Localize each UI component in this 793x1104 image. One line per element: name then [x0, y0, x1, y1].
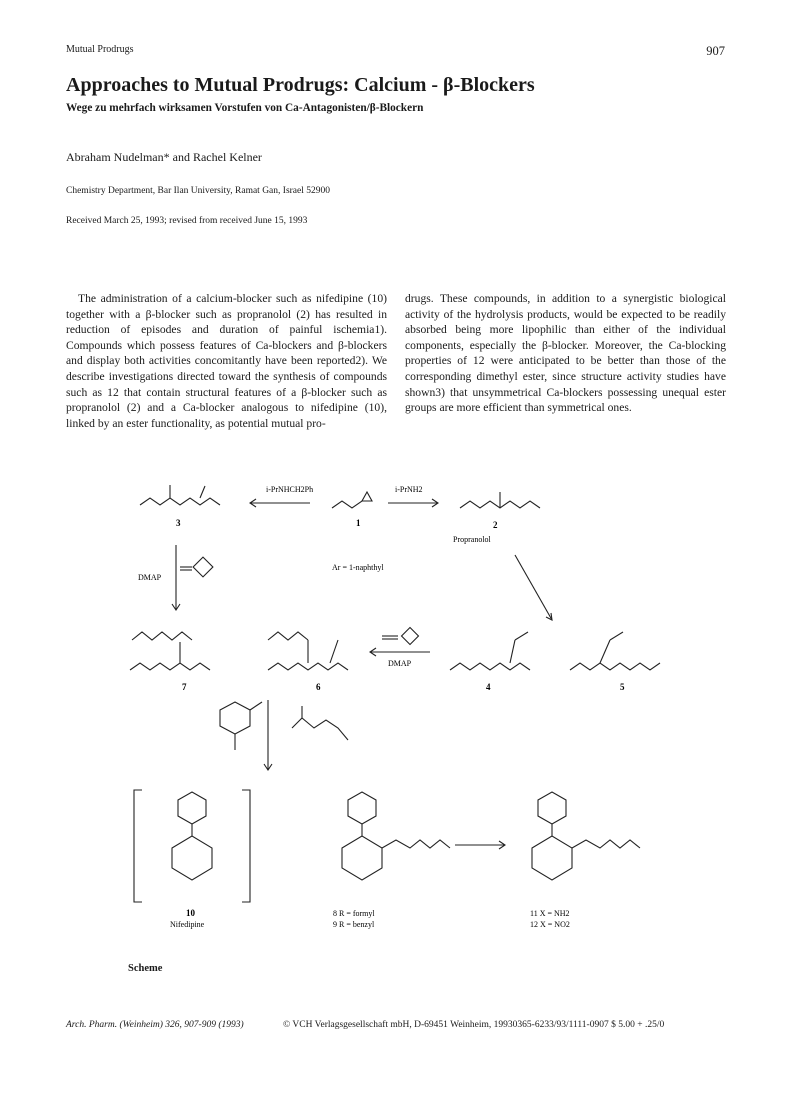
reaction-scheme	[120, 470, 720, 940]
nifedipine-name: Nifedipine	[170, 920, 205, 929]
article-title: Approaches to Mutual Prodrugs: Calcium - β-Blockers	[66, 74, 535, 96]
structure-nitrobenzaldehyde	[220, 702, 250, 734]
propranolol-name: Propranolol	[453, 535, 491, 544]
structure-6	[268, 632, 308, 640]
compound-11-label: 11 X = NH2	[530, 909, 570, 918]
compound-6-label: 6	[316, 682, 321, 692]
structure-aminocrotonate	[292, 718, 348, 740]
structure-11-12	[538, 792, 566, 824]
reagent-benzyl-amine: i-PrNHCH2Ph	[266, 485, 314, 494]
structure-5	[570, 663, 660, 670]
structure-10	[178, 792, 206, 824]
paragraph: drugs. These compounds, in addition to a synergistic biological activity of the hydrolysis products, would be expected to be readily absorbed being more lipophilic than either of the individual components, especially the β-blocker. Moreover, the Ca-blocking properties of 12 were anticipated to be better than those of the corresponding dimethyl ester, since structure activity studies have shown3) that unsymmetrical Ca-blockers possessing unequal ester groups are more efficient than symmetrical ones.	[405, 292, 726, 415]
compound-5-label: 5	[620, 682, 625, 692]
article-subtitle: Wege zu mehrfach wirksamen Vorstufen von Ca-Antagonisten/β-Blockern	[66, 102, 424, 114]
compound-10-label: 10	[186, 908, 195, 918]
compound-9-label: 9 R = benzyl	[333, 920, 375, 929]
scheme-caption: Scheme	[128, 963, 163, 974]
compound-4-label: 4	[486, 682, 491, 692]
structure-8-9	[348, 792, 376, 824]
reagent-dmap: DMAP	[138, 573, 162, 582]
running-title: Mutual Prodrugs	[66, 44, 134, 55]
compound-2-label: 2	[493, 520, 498, 530]
page-number: 907	[706, 44, 725, 58]
structure-4	[450, 663, 530, 670]
structure-3	[140, 498, 220, 505]
received-date: Received March 25, 1993; revised from received June 15, 1993	[66, 216, 308, 226]
paragraph: The administration of a calcium-blocker such as nifedipine (10) together with a β-blocker such as propranolol (2) has resulted in reduction of episodes and duration of painful ischemia1). Compounds which possess features of Ca-blockers and β-blockers and display both activities concomitantly have been reported2). We describe investigations directed toward the synthesis of compounds such as 12 that contain structural features of a β-blocker such as propranolol (2) and a Ca-blocker analogous to nifedipine (10), linked by an ester functionality, as potential mutual pro-	[66, 292, 387, 430]
body-column-left	[66, 291, 387, 431]
compound-1-label: 1	[356, 518, 361, 528]
body-column-right	[405, 291, 726, 416]
compound-3-label: 3	[176, 518, 181, 528]
aryl-definition: Ar = 1-naphthyl	[332, 563, 384, 572]
compound-12-label: 12 X = NO2	[530, 920, 570, 929]
compound-8-label: 8 R = formyl	[333, 909, 375, 918]
structure-7	[132, 632, 192, 640]
structure-1	[332, 501, 372, 508]
reagent-dmap-2: DMAP	[388, 659, 412, 668]
compound-7-label: 7	[182, 682, 187, 692]
journal-citation: Arch. Pharm. (Weinheim) 326, 907-909 (1993)	[66, 1020, 244, 1030]
arrow-2-to-4	[515, 555, 552, 620]
authors: Abraham Nudelman* and Rachel Kelner	[66, 150, 262, 164]
publisher-line: © VCH Verlagsgesellschaft mbH, D-69451 Weinheim, 19930365-6233/93/1111-0907 $ 5.00 + .25/0	[283, 1020, 665, 1030]
reagent-isopropyl-amine: i-PrNH2	[395, 485, 423, 494]
affiliation: Chemistry Department, Bar Ilan University, Ramat Gan, Israel 52900	[66, 186, 330, 196]
